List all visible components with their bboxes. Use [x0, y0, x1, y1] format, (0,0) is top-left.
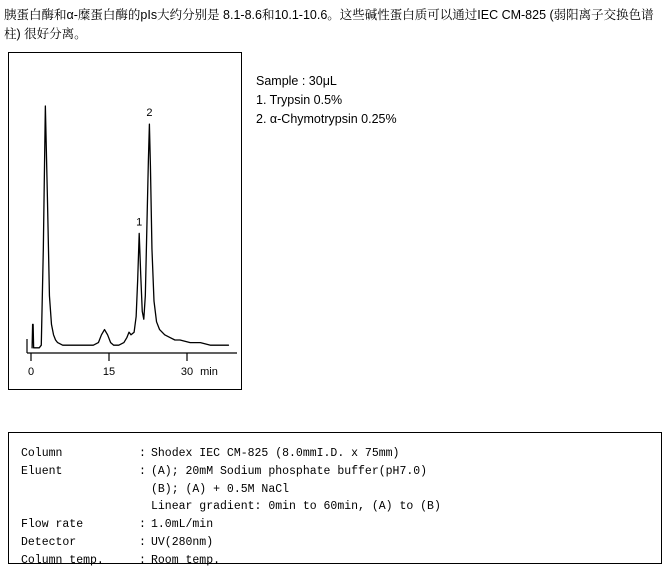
- condition-label-eluent: Eluent: [21, 464, 63, 478]
- condition-label-column: Column: [21, 447, 63, 460]
- condition-eluent-line-b: (B); (A) + 0.5M NaCl: [151, 482, 290, 496]
- condition-row-eluent: [21, 463, 661, 481]
- chromatogram-trace: [32, 106, 228, 348]
- condition-label-column-temp: Column temp.: [21, 553, 104, 567]
- intro-paragraph: 胰蛋白酶和α-糜蛋白酶的pIs大约分别是 8.1-8.6和10.1-10.6。这些碱性蛋白质可以通过IEC CM-825 (弱阳离子交换色谱柱) 很好分离。: [4, 8, 654, 42]
- condition-row-detector: [21, 534, 661, 552]
- condition-label-detector: Detector: [21, 536, 77, 550]
- peak-label-1: 1: [136, 216, 143, 229]
- condition-value-column: Shodex IEC CM-825 (8.0mmI.D. x 75mm): [151, 447, 400, 460]
- sample-line-peak-1: 1. Trypsin 0.5%: [256, 92, 343, 107]
- x-axis-unit-label: min: [200, 366, 218, 378]
- peak-label-2: 2: [146, 107, 153, 120]
- condition-value-detector: UV(280nm): [151, 536, 214, 550]
- chromatogram-chart: [8, 52, 242, 390]
- condition-separator-flow-rate: :: [139, 518, 146, 532]
- condition-value-flow-rate: 1.0mL/min: [151, 518, 214, 532]
- conditions-box: [8, 432, 662, 567]
- condition-label-flow-rate: Flow rate: [21, 518, 84, 532]
- x-tick-label-30: 30: [180, 366, 194, 378]
- condition-separator-detector: :: [139, 536, 146, 550]
- condition-eluent-gradient: Linear gradient: 0min to 60min, (A) to (B): [151, 500, 441, 514]
- x-tick-label-15: 15: [102, 366, 116, 378]
- condition-value-column-temp: Room temp.: [151, 553, 221, 567]
- conditions-list: [9, 433, 661, 570]
- condition-value-eluent: (A); 20mM Sodium phosphate buffer(pH7.0): [151, 464, 428, 478]
- sample-info: [256, 72, 636, 128]
- condition-row-flow-rate: [21, 516, 661, 534]
- x-tick-label-0: 0: [27, 366, 35, 378]
- sample-line-peak-2: 2. α-Chymotrypsin 0.25%: [256, 111, 397, 126]
- condition-separator-eluent: :: [139, 464, 146, 478]
- condition-separator-column-temp: :: [139, 553, 146, 567]
- sample-line-volume: Sample : 30μL: [256, 74, 337, 88]
- condition-separator-column: :: [139, 447, 146, 460]
- condition-row-column-temp: [21, 552, 661, 570]
- chromatogram-svg: [9, 53, 241, 389]
- condition-row-column: [21, 445, 661, 463]
